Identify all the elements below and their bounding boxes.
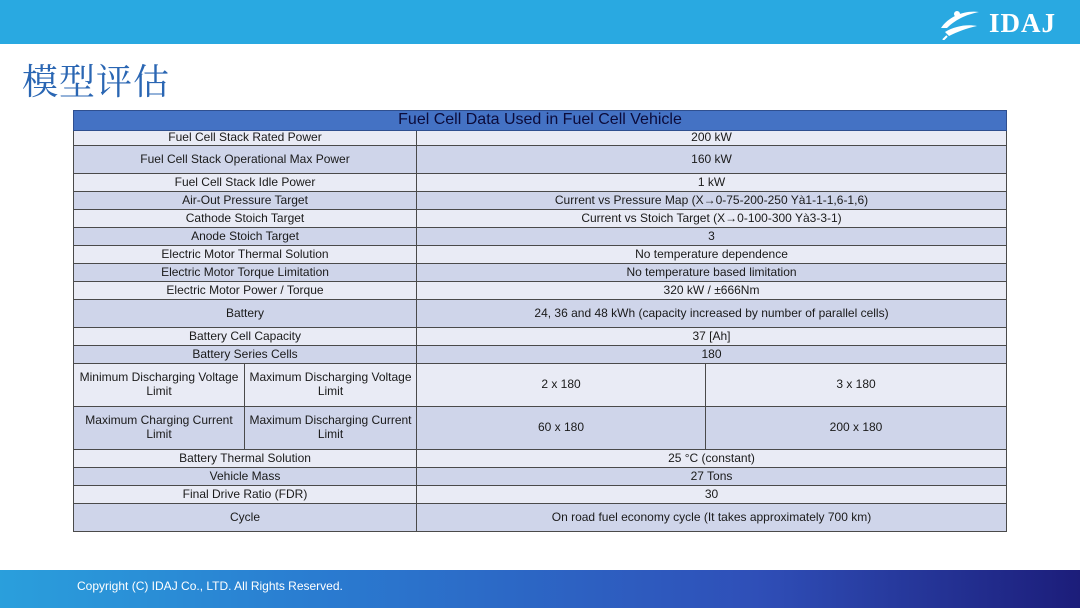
row-value: 3 [417, 228, 1007, 246]
table-title: Fuel Cell Data Used in Fuel Cell Vehicle [74, 111, 1007, 131]
table-row [74, 328, 1007, 346]
row-label: Electric Motor Power / Torque [74, 282, 417, 300]
row-label: Electric Motor Thermal Solution [74, 246, 417, 264]
row-value: 27 Tons [417, 468, 1007, 486]
logo-text: IDAJ [988, 7, 1056, 38]
copyright-text: Copyright (C) IDAJ Co., LTD. All Rights Reserved. [77, 579, 343, 593]
row-label: Battery Series Cells [74, 346, 417, 364]
row-value: Current vs Stoich Target (X→0-100-300 Yà3-3-1) [417, 210, 1007, 228]
max-discharging-voltage-value: 3 x 180 [706, 364, 1007, 407]
table-row [74, 131, 1007, 146]
row-value: 37 [Ah] [417, 328, 1007, 346]
row-value: 24, 36 and 48 kWh (capacity increased by number of parallel cells) [417, 300, 1007, 328]
row-value: 200 kW [417, 131, 1007, 146]
table-row [74, 450, 1007, 468]
header-bar [0, 0, 1080, 44]
table-row [74, 486, 1007, 504]
row-label: Fuel Cell Stack Rated Power [74, 131, 417, 146]
table-row [74, 346, 1007, 364]
table-row [74, 282, 1007, 300]
max-discharging-current-value: 200 x 180 [706, 407, 1007, 450]
current-limit-row [74, 407, 1007, 450]
row-value: Current vs Pressure Map (X→0-75-200-250 Yà1-1-1,6-1,6) [417, 192, 1007, 210]
max-charging-current-label: Maximum Charging Current Limit [74, 407, 245, 450]
table-row [74, 174, 1007, 192]
row-label: Anode Stoich Target [74, 228, 417, 246]
table-row [74, 146, 1007, 174]
company-logo [935, 6, 1056, 40]
row-value: On road fuel economy cycle (It takes approximately 700 km) [417, 504, 1007, 532]
row-label: Fuel Cell Stack Operational Max Power [74, 146, 417, 174]
table-row [74, 246, 1007, 264]
row-value: 180 [417, 346, 1007, 364]
row-value: 25 °C (constant) [417, 450, 1007, 468]
page-title: 模型评估 [22, 62, 171, 103]
table-header-row [74, 111, 1007, 131]
min-discharging-voltage-value: 2 x 180 [417, 364, 706, 407]
row-label: Battery Thermal Solution [74, 450, 417, 468]
row-label: Electric Motor Torque Limitation [74, 264, 417, 282]
max-discharging-voltage-label: Maximum Discharging Voltage Limit [245, 364, 417, 407]
row-value: 320 kW / ±666Nm [417, 282, 1007, 300]
row-label: Air-Out Pressure Target [74, 192, 417, 210]
row-value: 1 kW [417, 174, 1007, 192]
row-value: No temperature dependence [417, 246, 1007, 264]
table-row [74, 264, 1007, 282]
max-discharging-current-label: Maximum Discharging Current Limit [245, 407, 417, 450]
min-discharging-voltage-label: Minimum Discharging Voltage Limit [74, 364, 245, 407]
table-row [74, 468, 1007, 486]
idaj-swoosh-logo-icon [935, 6, 983, 40]
fuel-cell-data-table [73, 110, 1007, 532]
table-row [74, 228, 1007, 246]
row-label: Fuel Cell Stack Idle Power [74, 174, 417, 192]
voltage-limit-row [74, 364, 1007, 407]
row-label: Battery Cell Capacity [74, 328, 417, 346]
row-value: No temperature based limitation [417, 264, 1007, 282]
table-row [74, 192, 1007, 210]
table-row [74, 300, 1007, 328]
row-label: Vehicle Mass [74, 468, 417, 486]
row-label: Cathode Stoich Target [74, 210, 417, 228]
table-row [74, 210, 1007, 228]
table-row [74, 504, 1007, 532]
row-label: Battery [74, 300, 417, 328]
row-value: 160 kW [417, 146, 1007, 174]
row-label: Final Drive Ratio (FDR) [74, 486, 417, 504]
max-charging-current-value: 60 x 180 [417, 407, 706, 450]
row-value: 30 [417, 486, 1007, 504]
row-label: Cycle [74, 504, 417, 532]
